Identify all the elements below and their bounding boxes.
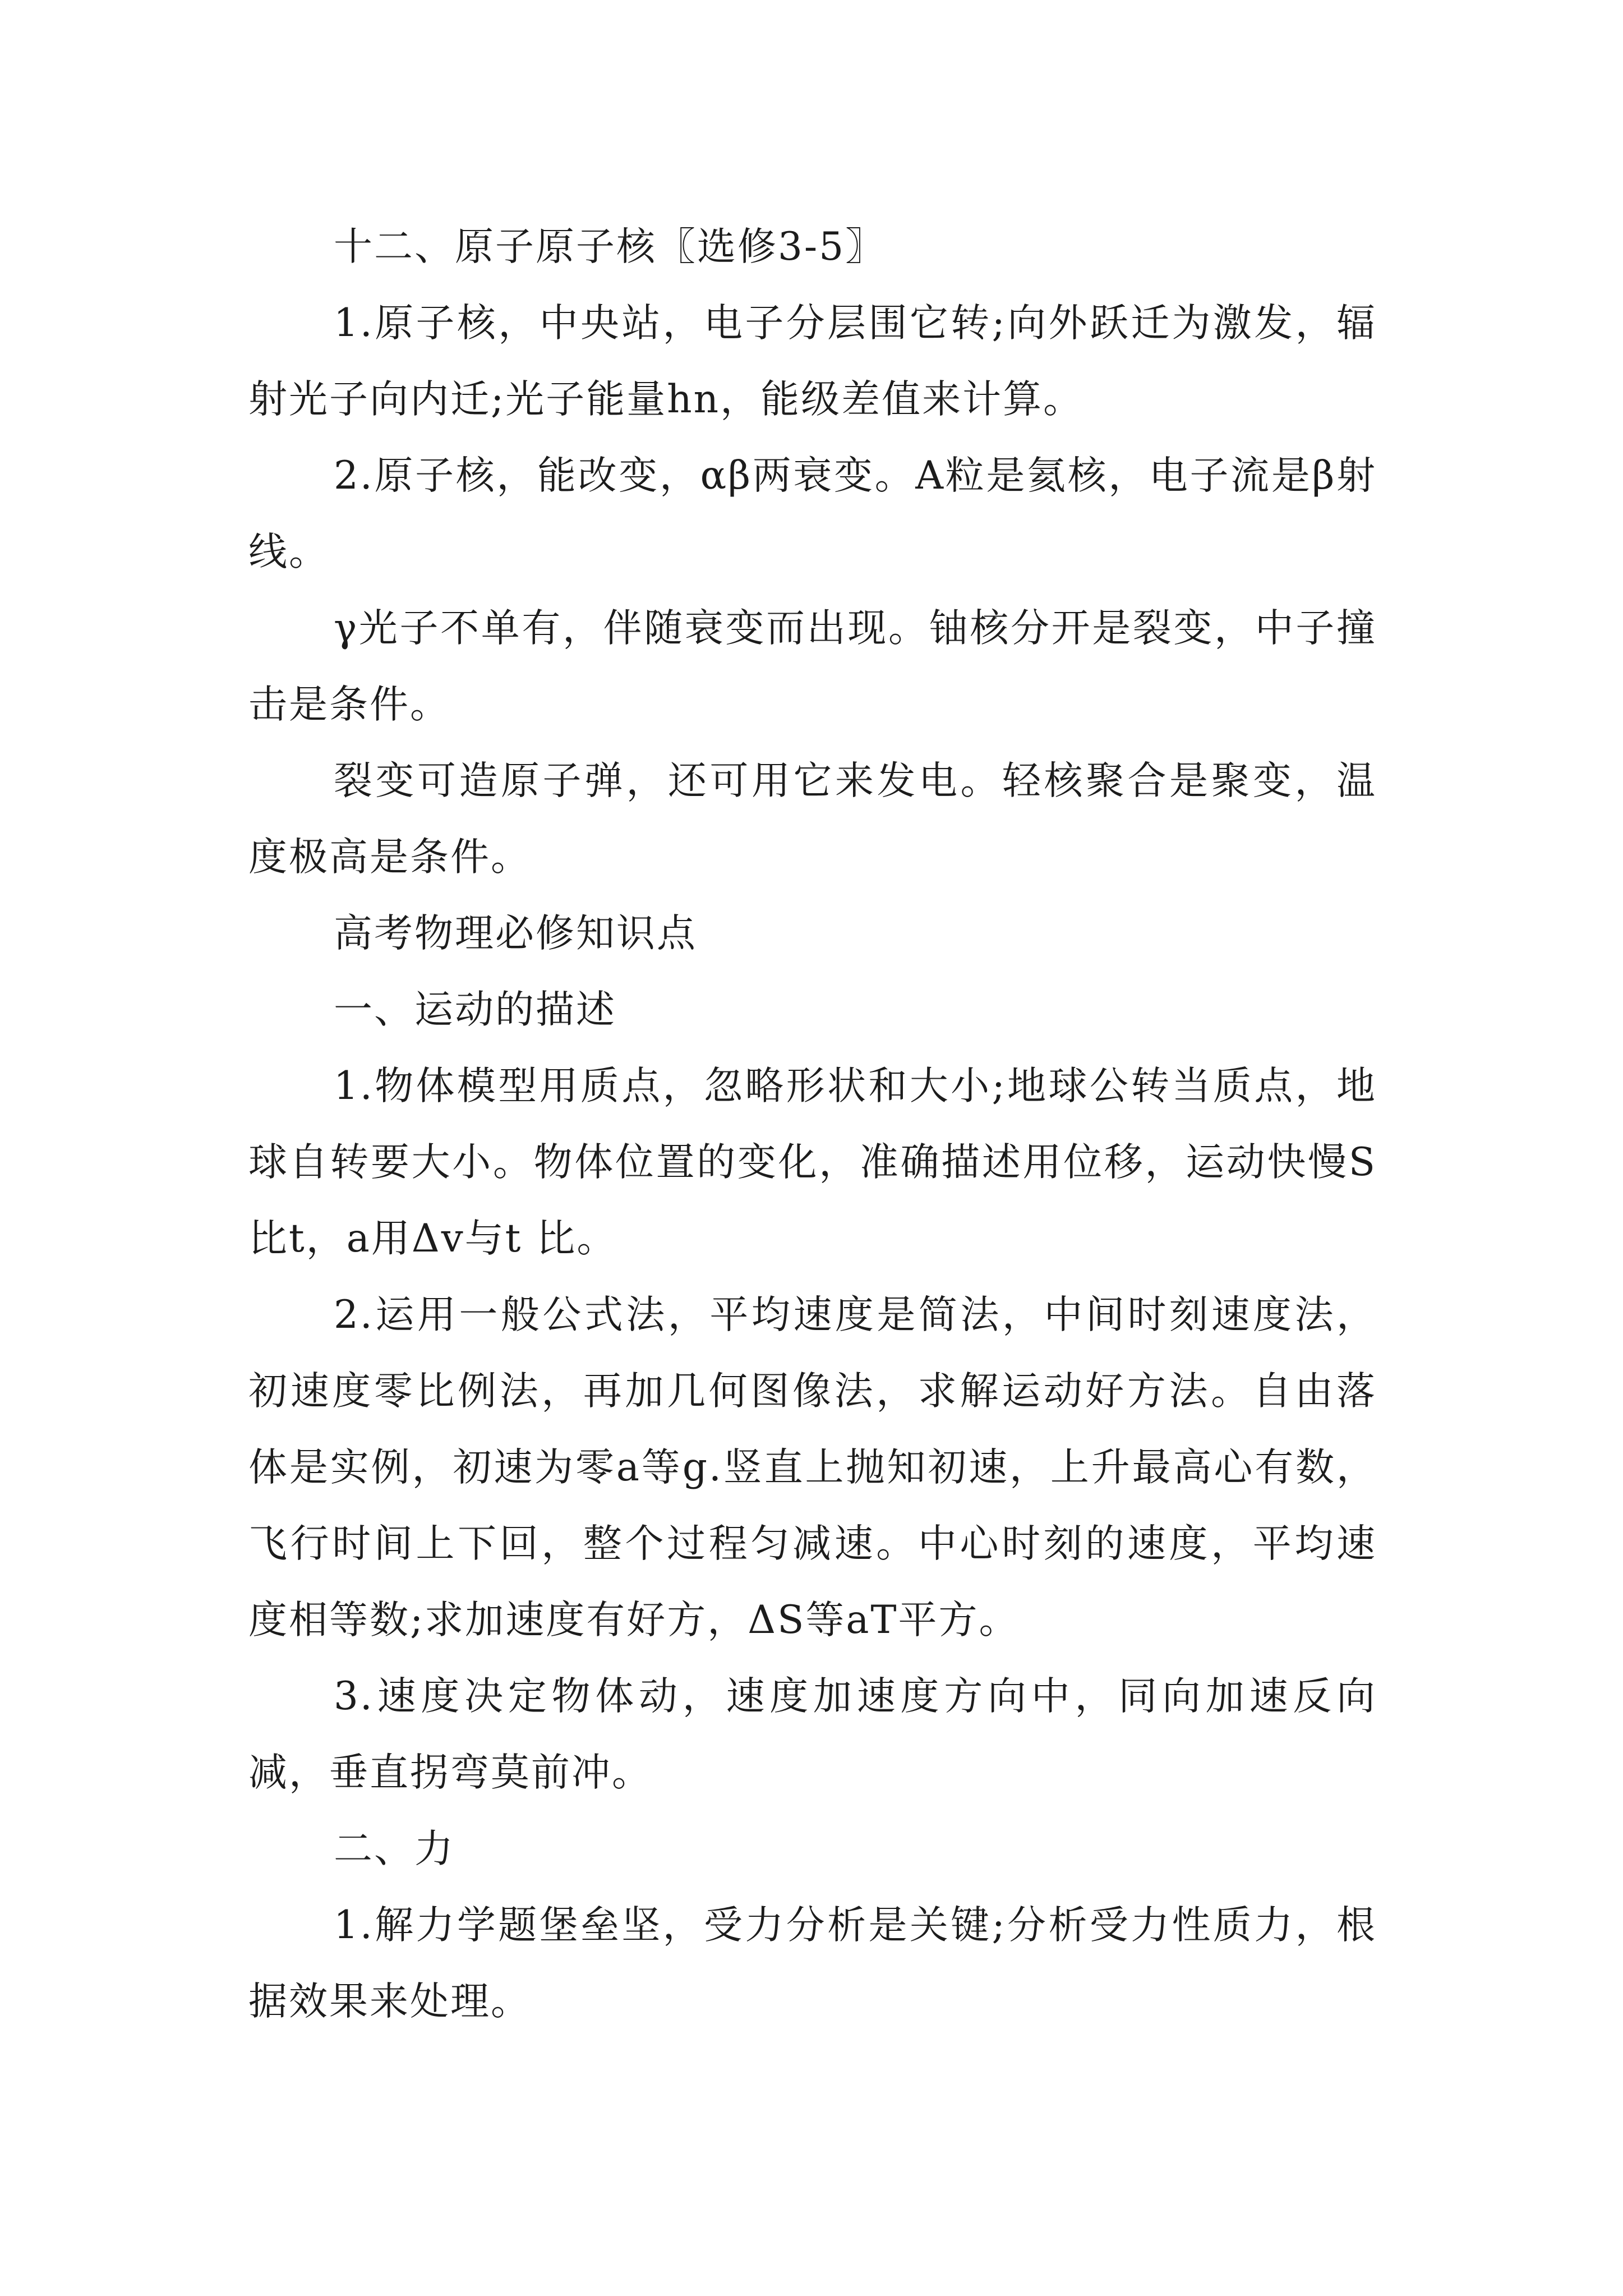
section-heading-motion: 一、运动的描述 xyxy=(334,987,616,1032)
paragraph: 3.速度决定物体动，速度加速度方向中，同向加速反向减，垂直拐弯莫前冲。 xyxy=(248,1674,1377,1795)
paragraph: 2.原子核，能改变，αβ两衰变。Α粒是氦核，电子流是β射线。 xyxy=(248,453,1377,574)
document-body xyxy=(248,209,1377,2040)
paragraph: 裂变可造原子弹，还可用它来发电。轻核聚合是聚变，温度极高是条件。 xyxy=(248,758,1377,880)
section-heading-atomic-nucleus: 十二、原子原子核〖选修3-5〗 xyxy=(334,224,886,269)
section-heading-force: 二、力 xyxy=(334,1826,455,1871)
paragraph: 2.运用一般公式法，平均速度是简法，中间时刻速度法，初速度零比例法，再加几何图像法，求解运动好方法。自由落体是实例，初速为零a等g.竖直上抛知初速，上升最高心有数，飞行时间上下回，整个过程匀减速。中心时刻的速度，平均速度相等数;求加速度有好方，ΔS等aT平方。 xyxy=(248,1292,1377,1642)
document-title: 高考物理必修知识点 xyxy=(334,911,697,956)
paragraph: 1.物体模型用质点，忽略形状和大小;地球公转当质点，地球自转要大小。物体位置的变化，准确描述用位移，运动快慢S比t，a用Δv与t 比。 xyxy=(248,1064,1377,1261)
paragraph: 1.解力学题堡垒坚，受力分析是关键;分析受力性质力，根据效果来处理。 xyxy=(248,1903,1377,2024)
paragraph: γ光子不单有，伴随衰变而出现。铀核分开是裂变，中子撞击是条件。 xyxy=(248,606,1377,727)
paragraph: 1.原子核，中央站，电子分层围它转;向外跃迁为激发，辐射光子向内迁;光子能量hn，能级差值来计算。 xyxy=(248,301,1377,422)
